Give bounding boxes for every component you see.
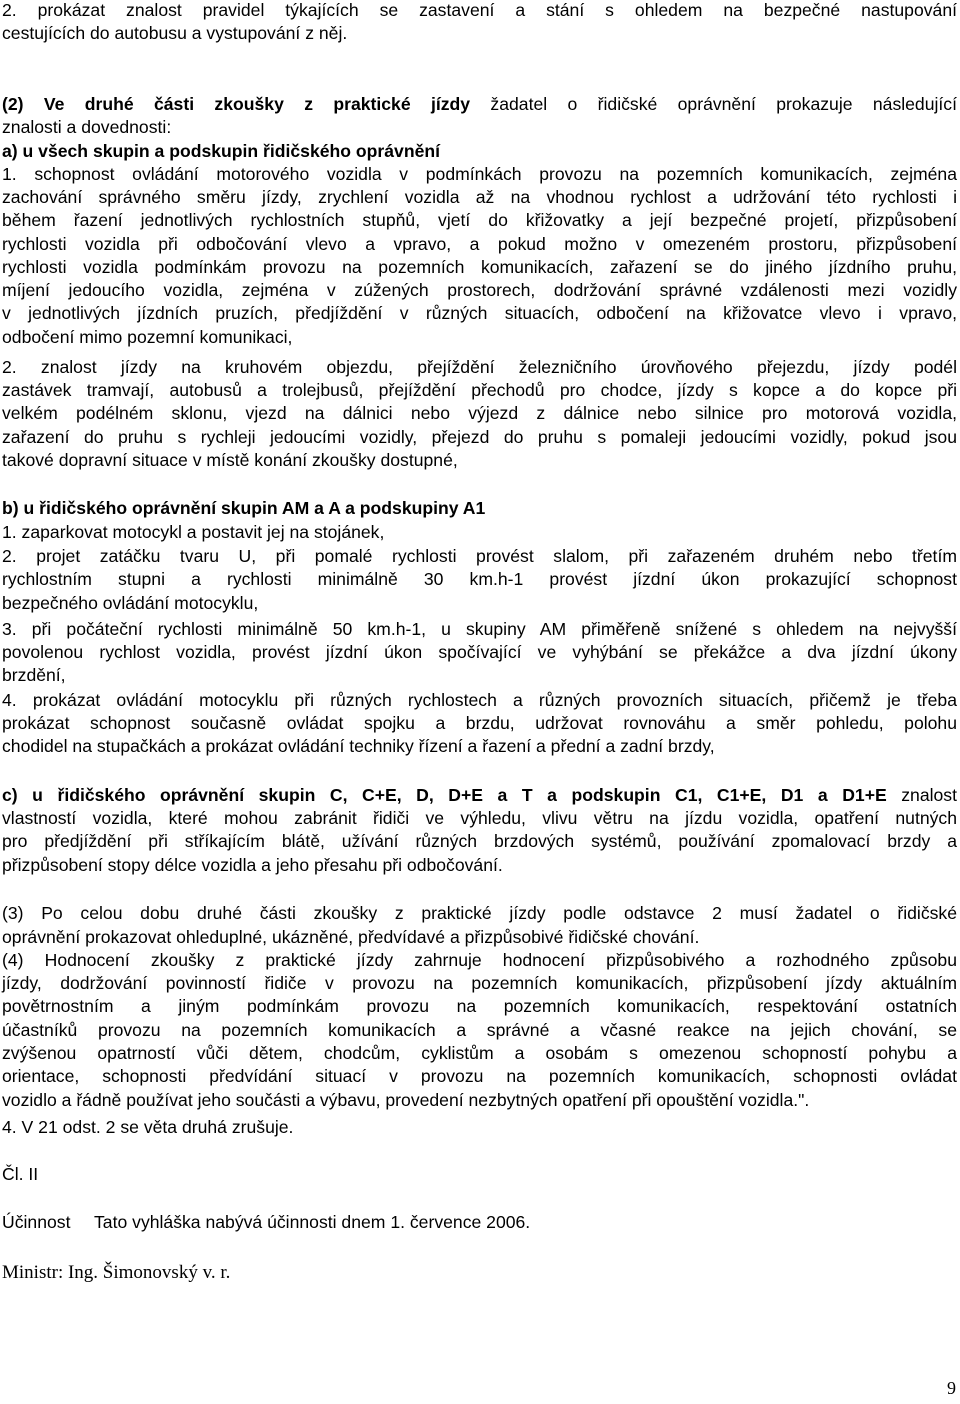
text-line: 2. projet zatáčku tvaru U, při pomalé rychlosti provést slalom, při zařazeném druhém nebo třetím bbox=[2, 546, 957, 566]
bold-lead: (2) Ve druhé části zkoušky z praktické jízdy bbox=[2, 94, 471, 114]
paragraph-4 bbox=[2, 949, 957, 1088]
heading-c: c) u řidičského oprávnění skupin C, C+E, D, D+E a T a podskupin C1, C1+E, D1 a D1+E bbox=[2, 785, 887, 805]
item-c bbox=[2, 807, 957, 853]
text-line: (3) Po celou dobu druhé části zkoušky z praktické jízdy podle odstavce 2 musí žadatel o řidičské bbox=[2, 903, 957, 923]
item-b1: 1. zaparkovat motocykl a postavit jej na stojánek, bbox=[2, 522, 385, 542]
item-b2 bbox=[2, 545, 957, 591]
text-line: jízdy, dodržování povinností řidiče v provozu na pozemních komunikacích, přizpůsobení jízdy aktuálním bbox=[2, 973, 957, 994]
text-line: 2. prokázat znalost pravidel týkajících se zastavení a stání s ohledem na bezpečné nastupování bbox=[2, 0, 957, 20]
paragraph-3 bbox=[2, 902, 957, 925]
text-line: (4) Hodnocení zkoušky z praktické jízdy zahrnuje hodnocení přizpůsobivého a rozhodného způsobu bbox=[2, 950, 957, 970]
text-line: účastníků provozu na pozemních komunikacích a správné a včasné reakce na jejich chování, se bbox=[2, 1019, 957, 1040]
text-line bbox=[2, 784, 957, 807]
text-line: oprávnění prokazovat ohleduplné, ukázněné, předvídavé a přizpůsobivé řidičské chování. bbox=[2, 927, 700, 947]
text-line: zastávek tramvají, autobusů a trolejbusů, přejíždění přechodů pro chodce, jízdy s kopce a do kopce při bbox=[2, 380, 957, 401]
item-b2-end bbox=[2, 592, 957, 615]
effectiveness-text: Tato vyhláška nabývá účinnosti dnem 1. července 2006. bbox=[94, 1212, 531, 1232]
page-number: 9 bbox=[947, 1378, 956, 1398]
text-line: 3. při počáteční rychlosti minimálně 50 km.h-1, u skupiny AM přiměřeně snížené s ohledem na nejvyšší bbox=[2, 619, 957, 639]
minister-signature-line: Ministr: Ing. Šimonovský v. r. bbox=[2, 1262, 231, 1283]
item-b3-end bbox=[2, 664, 957, 687]
item-c-end bbox=[2, 854, 957, 877]
effectiveness-line bbox=[2, 1211, 957, 1234]
text-line: prokázat schopnost současně ovládat spojku a brzdu, udržovat rovnováhu a směr pohledu, polohu bbox=[2, 713, 957, 734]
text-line: pro předjíždění při stříkajícím blátě, užívání různých brzdových systémů, používání zpomalovací brzdy a bbox=[2, 831, 957, 852]
text-line: bezpečného ovládání motocyklu, bbox=[2, 593, 259, 613]
text-line: znalosti a dovednosti: bbox=[2, 117, 172, 137]
paragraph-4-end bbox=[2, 1089, 957, 1112]
text-line: odbočení mimo pozemní komunikaci, bbox=[2, 327, 293, 347]
text-line: během řazení jednotlivých rychlostních stupňů, vjetí do křižovatky a její bezpečné projetí, přizpůsobení bbox=[2, 210, 957, 231]
paragraph-p1 bbox=[2, 0, 957, 22]
item-b3 bbox=[2, 618, 957, 664]
text-line: míjení jedoucího vozidla, zejména v zúžených prostorech, dodržování správné vzdálenosti mezi vozidly bbox=[2, 280, 957, 301]
article-heading: Čl. II bbox=[2, 1164, 39, 1184]
text-line: zařazení do pruhu s rychleji jedoucími vozidly, přejezd do pruhu s pomaleji jedoucími vozidly, pokud jsou bbox=[2, 426, 957, 447]
text-line: 2. znalost jízdy na kruhovém objezdu, přejíždění železničního úrovňového přejezdu, jízdy podél bbox=[2, 357, 957, 377]
item-a1-end bbox=[2, 326, 957, 349]
text-line: brzdění, bbox=[2, 665, 66, 685]
text-line: takové dopravní situace v místě konání zkoušky dostupné, bbox=[2, 450, 458, 470]
text-line: zvýšenou opatrností vůči dětem, chodcům, cyklistům a osobám s omezenou schopností pohybu a bbox=[2, 1042, 957, 1063]
text-line: vozidlo a řádně používat jeho součásti a výbavu, provedení nezbytných opatření při opouštění vozidla.". bbox=[2, 1090, 810, 1110]
item-b4-end bbox=[2, 735, 957, 758]
text-line: velkém podélném sklonu, vjezd na dálnici nebo výjezd z dálnice nebo silnice pro motorová vozidla, bbox=[2, 403, 957, 424]
paragraph-p1-end bbox=[2, 22, 957, 45]
paragraph-2-intro-end bbox=[2, 116, 957, 139]
item-a1 bbox=[2, 163, 957, 325]
item-a2 bbox=[2, 356, 957, 449]
paragraph-2-intro bbox=[2, 93, 957, 116]
text-line bbox=[2, 93, 957, 116]
text-line: přizpůsobení stopy délce vozidla a jeho přesahu při odbočování. bbox=[2, 855, 503, 875]
amendment-line: 4. V 21 odst. 2 se věta druhá zrušuje. bbox=[2, 1117, 294, 1137]
text-line: povolenou rychlost vozidla, provést jízdní úkon spočívající ve vyhýbání se překážce a dva jízdní úkony bbox=[2, 642, 957, 663]
heading-c-line bbox=[2, 784, 957, 807]
text-line: cestujících do autobusu a vystupování z něj. bbox=[2, 23, 348, 43]
text-line: zachování správného směru jízdy, zrychlení vozidla až na vhodnou rychlost a udržování této rychlosti i bbox=[2, 187, 957, 208]
text-line: povětrnostním a jiným podmínkám provozu na pozemních komunikacích, respektování ostatních bbox=[2, 996, 957, 1017]
effectiveness-label: Účinnost bbox=[2, 1212, 71, 1232]
text-line: v jednotlivých jízdních pruzích, předjíždění v různých situacích, odbočení na křižovatce vlevo i vpravo, bbox=[2, 303, 957, 324]
text-line: orientace, schopnosti předvídání situací v provozu na pozemních komunikacích, schopnosti ovládat bbox=[2, 1066, 957, 1087]
paragraph-3-end bbox=[2, 926, 957, 949]
heading-c-rest: znalost bbox=[886, 785, 957, 805]
heading-b: b) u řidičského oprávnění skupin AM a A a podskupiny A1 bbox=[2, 498, 486, 518]
lead-rest: žadatel o řidičské oprávnění prokazuje následující bbox=[470, 94, 957, 114]
text-line: 1. schopnost ovládání motorového vozidla v podmínkách provozu na pozemních komunikacích, zejména bbox=[2, 164, 957, 184]
text-line: rychlosti vozidla při odbočování vlevo a vpravo, a pokud možno v omezeném prostoru, přizpůsobení bbox=[2, 233, 957, 254]
item-a2-end bbox=[2, 449, 957, 472]
text-line: rychlostním stupni a rychlosti minimálně 30 km.h-1 provést jízdní úkon prokazující schopnost bbox=[2, 569, 957, 590]
text-line: vlastností vozidla, které mohou zabránit řidiči ve výhledu, vlivu větru na jízdu vozidla, opatření nutných bbox=[2, 808, 957, 828]
text-line: 4. prokázat ovládání motocyklu při různých rychlostech a různých provozních situacích, přičemž je třeba bbox=[2, 690, 957, 710]
item-b4 bbox=[2, 689, 957, 735]
heading-a: a) u všech skupin a podskupin řidičského oprávnění bbox=[2, 141, 440, 161]
text-line: chodidel na stupačkách a prokázat ovládání techniky řízení a řazení a přední a zadní brzdy, bbox=[2, 736, 715, 756]
text-line: rychlosti vozidla podmínkám provozu na pozemních komunikacích, zařazení se do jiného jízdního pruhu, bbox=[2, 256, 957, 277]
